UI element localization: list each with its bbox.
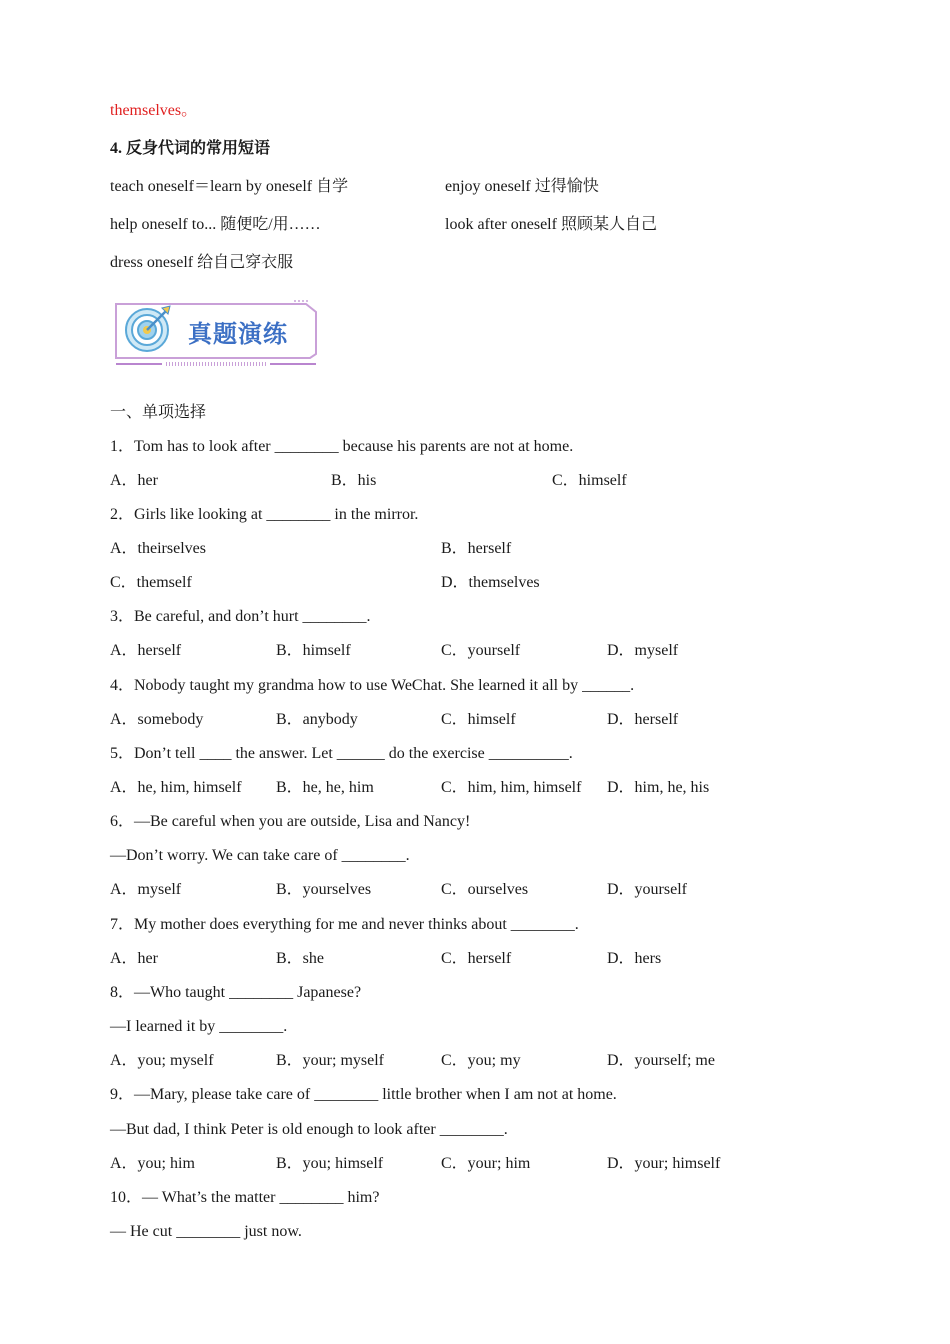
q9-option-b: B．you; himself <box>276 1155 384 1172</box>
q4-option-a: A．somebody <box>110 711 204 728</box>
q6-option-d: D．yourself <box>607 881 687 898</box>
q7-option-b: B．she <box>276 950 325 967</box>
q6-option-a: A．myself <box>110 881 182 898</box>
q3-option-d: D．myself <box>607 642 679 659</box>
question-10-reply: — He cut ________ just now. <box>110 1223 302 1240</box>
q8-option-c: C．you; my <box>441 1052 521 1069</box>
q3-option-a: A．herself <box>110 642 182 659</box>
phrase-1-right: enjoy oneself 过得愉快 <box>445 178 599 195</box>
question-9: 9．—Mary, please take care of ________ little brother when I am not at home. <box>110 1086 617 1103</box>
q4-option-b: B．anybody <box>276 711 358 728</box>
question-8: 8．—Who taught ________ Japanese? <box>110 984 362 1001</box>
question-6: 6．—Be careful when you are outside, Lisa and Nancy! <box>110 813 471 830</box>
q7-option-c: C．herself <box>441 950 512 967</box>
question-7: 7．My mother does everything for me and never thinks about ________. <box>110 916 579 933</box>
question-1: 1．Tom has to look after ________ because his parents are not at home. <box>110 438 574 455</box>
question-3: 3．Be careful, and don’t hurt ________. <box>110 608 371 625</box>
q9-option-a: A．you; him <box>110 1155 195 1172</box>
phrase-2-right: look after oneself 照顾某人自己 <box>445 216 657 233</box>
question-9-reply: —But dad, I think Peter is old enough to look after ________. <box>110 1121 508 1138</box>
top-line: themselves。 <box>110 102 198 119</box>
q2-option-c: C．themself <box>110 574 192 591</box>
q5-option-c: C．him, him, himself <box>441 779 582 796</box>
q8-option-a: A．you; myself <box>110 1052 214 1069</box>
q9-option-c: C．your; him <box>441 1155 531 1172</box>
q9-option-d: D．your; himself <box>607 1155 721 1172</box>
q5-option-a: A．he, him, himself <box>110 779 242 796</box>
section-4-title: 4. 反身代词的常用短语 <box>110 140 271 157</box>
q1-option-c: C．himself <box>552 472 627 489</box>
question-8-reply: —I learned it by ________. <box>110 1018 288 1035</box>
q7-option-a: A．her <box>110 950 158 967</box>
q5-option-b: B．he, he, him <box>276 779 374 796</box>
question-6-reply: —Don’t worry. We can take care of ________. <box>110 847 410 864</box>
phrase-1-left: teach oneself＝learn by oneself 自学 <box>110 178 349 195</box>
question-4: 4．Nobody taught my grandma how to use WeChat. She learned it all by ______. <box>110 677 635 694</box>
q6-option-c: C．ourselves <box>441 881 529 898</box>
q2-option-d: D．themselves <box>441 574 540 591</box>
q1-option-b: B．his <box>331 472 377 489</box>
q1-option-a: A．her <box>110 472 158 489</box>
q7-option-d: D．hers <box>607 950 662 967</box>
question-10: 10．— What’s the matter ________ him? <box>110 1189 380 1206</box>
q6-option-b: B．yourselves <box>276 881 372 898</box>
question-5: 5．Don’t tell ____ the answer. Let ______ do the exercise __________. <box>110 745 573 762</box>
q2-option-b: B．herself <box>441 540 512 557</box>
q5-option-d: D．him, he, his <box>607 779 710 796</box>
banner-title: 真题演练 <box>188 320 288 348</box>
q2-option-a: A．theirselves <box>110 540 206 557</box>
phrase-3-left: dress oneself 给自己穿衣服 <box>110 254 294 271</box>
q8-option-b: B．your; myself <box>276 1052 384 1069</box>
q3-option-c: C．yourself <box>441 642 521 659</box>
q4-option-d: D．herself <box>607 711 679 728</box>
q4-option-c: C．himself <box>441 711 516 728</box>
phrase-2-left: help oneself to... 随便吃/用…… <box>110 216 321 233</box>
section-banner <box>110 298 322 370</box>
question-2: 2．Girls like looking at ________ in the mirror. <box>110 506 419 523</box>
q3-option-b: B．himself <box>276 642 351 659</box>
q8-option-d: D．yourself; me <box>607 1052 715 1069</box>
part-title: 一、单项选择 <box>110 404 207 421</box>
